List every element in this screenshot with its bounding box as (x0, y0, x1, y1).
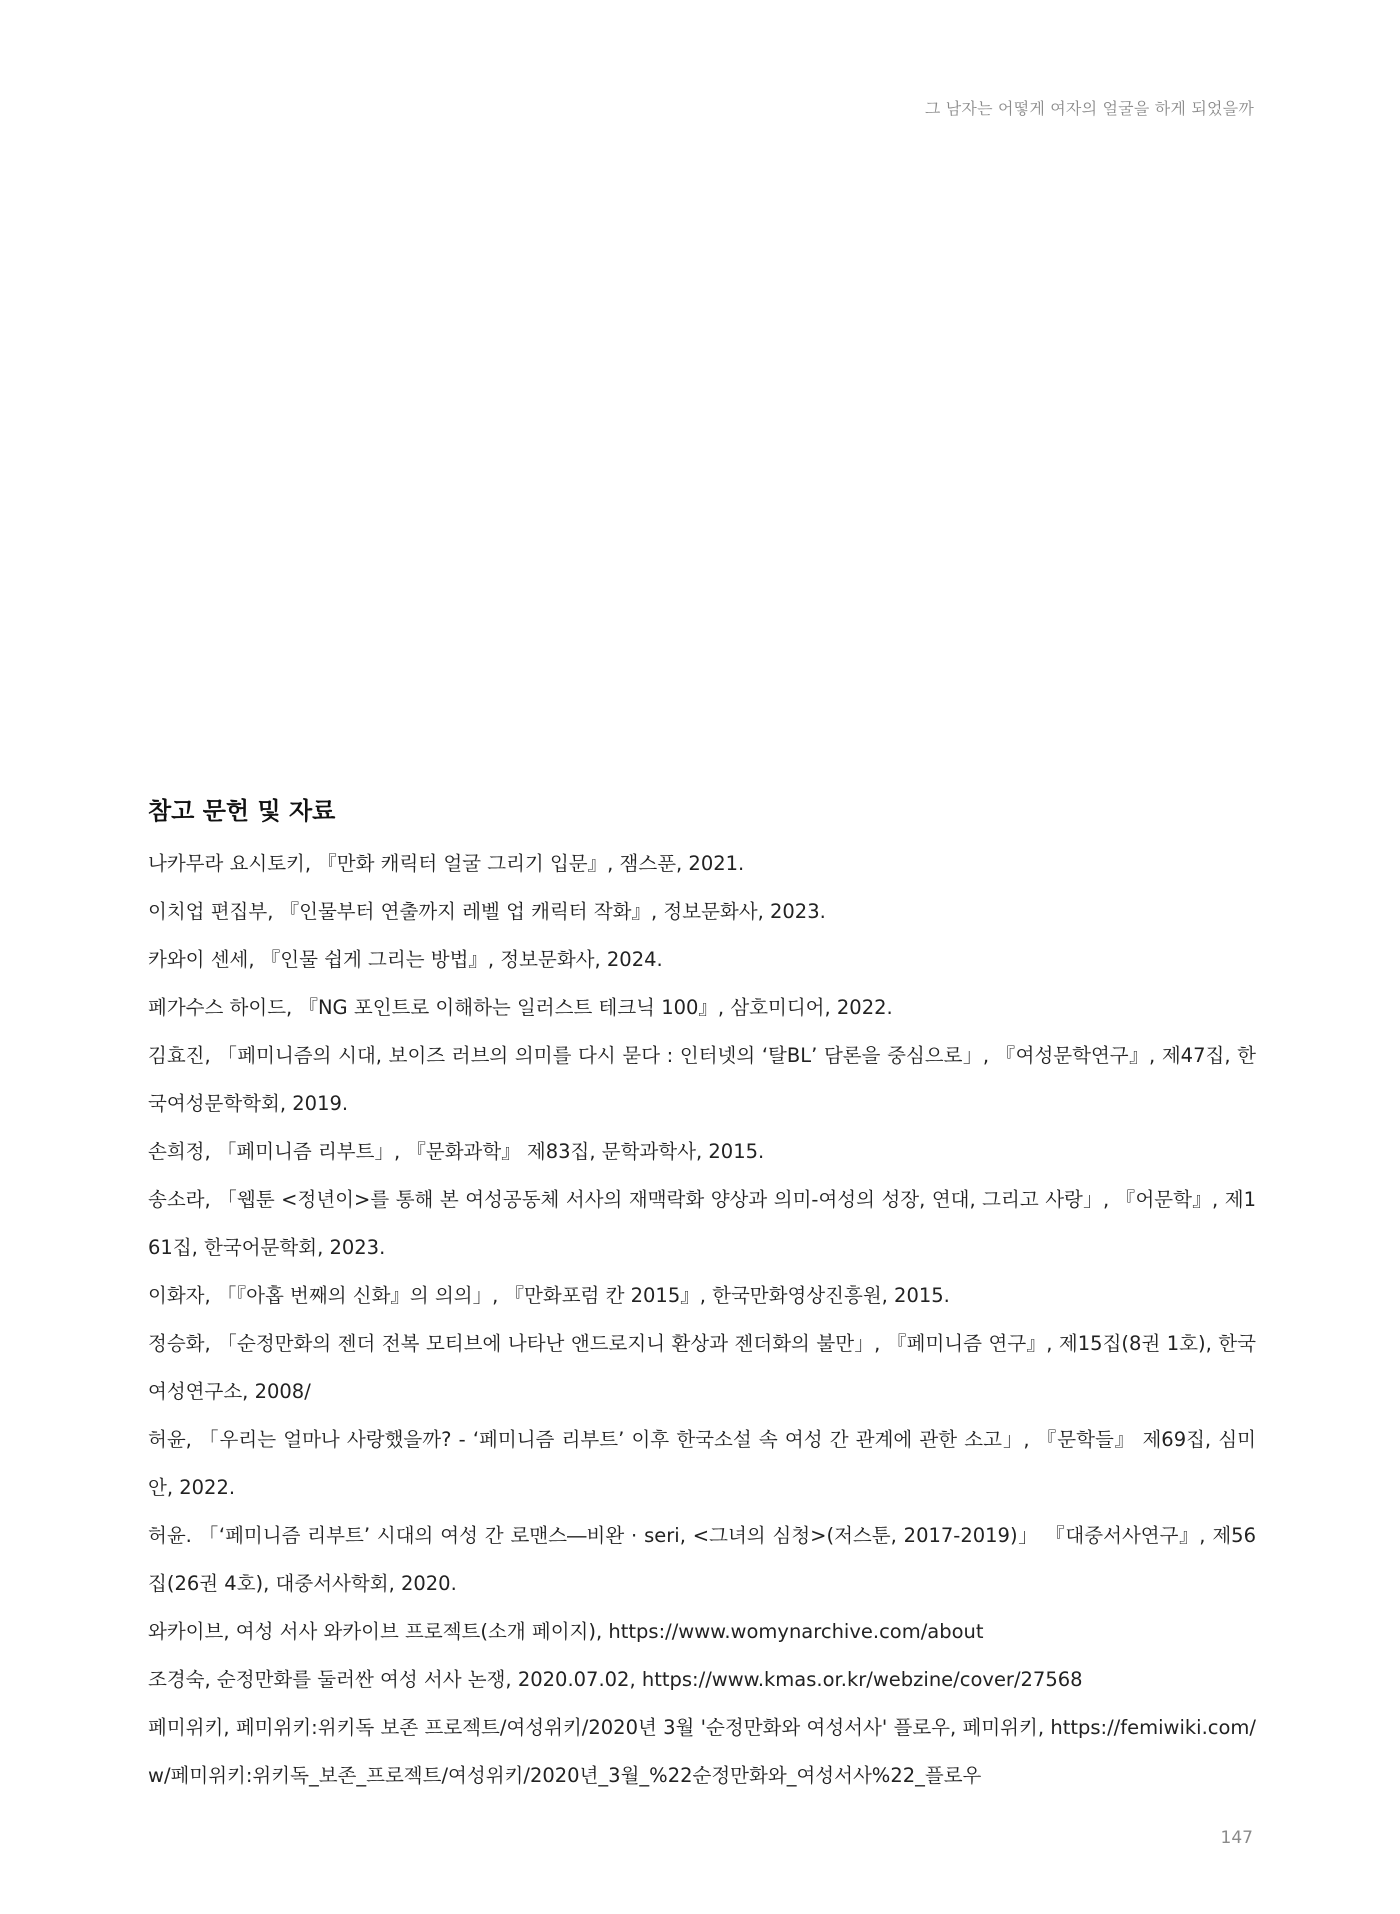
running-header-title: 그 남자는 어떻게 여자의 얼굴을 하게 되었을까 (924, 99, 1254, 118)
reference-item: 이치업 편집부, 『인물부터 연출까지 레벨 업 캐릭터 작화』, 정보문화사, 2023. (148, 900, 826, 923)
reference-item: 나카무라 요시토키, 『만화 캐릭터 얼굴 그리기 입문』, 잼스푼, 2021. (148, 852, 745, 875)
reference-item: 송소라, 「웹툰 <정년이>를 통해 본 여성공동체 서사의 재맥락화 양상과 의미-여성의 성장, 연대, 그리고 사랑」, 『어문학』, 제161집, 한국어문학회, 2023. (148, 1188, 1256, 1259)
reference-item: 손희정, 「페미니즘 리부트」, 『문화과학』 제83집, 문학과학사, 2015. (148, 1140, 765, 1163)
reference-item: 페미위키, 페미위키:위키독 보존 프로젝트/여성위키/2020년 3월 '순정만화와 여성서사' 플로우, 페미위키, https://femiwiki.com/w/페미위키:위키독_보존_프로젝트/여성위키/2020년_3월_%22순정만화와_여성서사%22_플로우 (148, 1716, 1256, 1787)
reference-item: 조경숙, 순정만화를 둘러싼 여성 서사 논쟁, 2020.07.02, https://www.kmas.or.kr/webzine/cover/27568 (148, 1668, 1083, 1691)
reference-item: 허윤. 「‘페미니즘 리부트’ 시대의 여성 간 로맨스―비완 · seri, <그녀의 심청>(저스툰, 2017-2019)」 『대중서사연구』, 제56집(26권 4호), 대중서사학회, 2020. (148, 1524, 1256, 1595)
page-number: 147 (1220, 1828, 1253, 1848)
references-list (148, 840, 1256, 1800)
reference-item: 카와이 센세, 『인물 쉽게 그리는 방법』, 정보문화사, 2024. (148, 948, 663, 971)
references-heading: 참고 문헌 및 자료 (148, 797, 336, 825)
reference-item: 정승화, 「순정만화의 젠더 전복 모티브에 나타난 앤드로지니 환상과 젠더화의 불만」, 『페미니즘 연구』, 제15집(8권 1호), 한국여성연구소, 2008/ (148, 1332, 1256, 1403)
reference-item: 김효진, 「페미니즘의 시대, 보이즈 러브의 의미를 다시 묻다 : 인터넷의 ‘탈BL’ 담론을 중심으로」, 『여성문학연구』, 제47집, 한국여성문학학회, 2019. (148, 1044, 1256, 1115)
reference-item: 와카이브, 여성 서사 와카이브 프로젝트(소개 페이지), https://www.womynarchive.com/about (148, 1620, 984, 1643)
references-section (148, 794, 1256, 1800)
reference-item: 이화자, 「『아홉 번째의 신화』의 의의」, 『만화포럼 칸 2015』, 한국만화영상진흥원, 2015. (148, 1284, 950, 1307)
reference-item: 페가수스 하이드, 『NG 포인트로 이해하는 일러스트 테크닉 100』, 삼호미디어, 2022. (148, 996, 893, 1019)
reference-item: 허윤, 「우리는 얼마나 사랑했을까? - ‘페미니즘 리부트’ 이후 한국소설 속 여성 간 관계에 관한 소고」, 『문학들』 제69집, 심미안, 2022. (148, 1428, 1256, 1499)
